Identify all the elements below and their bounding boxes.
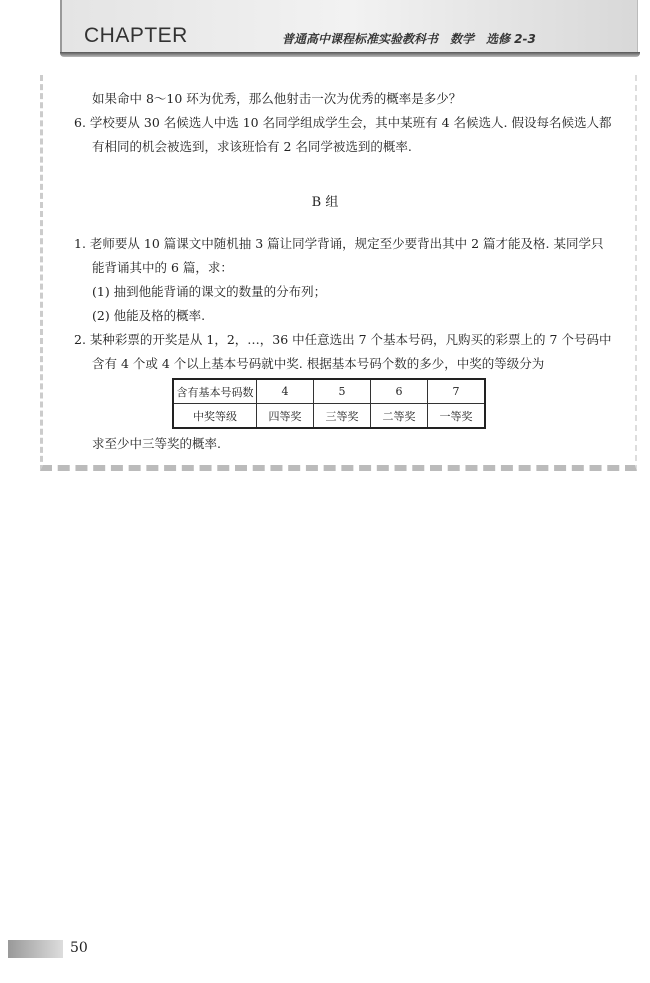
table-cell: 7 [428,379,486,404]
sub-question-2: (2) 他能及格的概率. [92,308,206,323]
section-heading: B 组 [311,195,339,210]
problem-6: 6. 学校要从 30 名候选人中选 10 名同学组成学生会，其中某班有 4 名候选人. 假设每名候选人都 [74,115,612,130]
table-cell: 中奖等级 [173,404,257,429]
chapter-label: CHAPTER [84,24,188,47]
sub-question-1: (1) 抽到他能背诵的课文的数量的分布列； [92,284,327,299]
text-line: 有相同的机会被选到，求该班恰有 2 名同学被选到的概率. [92,139,412,154]
header-shadow [60,52,640,57]
table-cell: 6 [371,379,428,404]
table-cell: 4 [257,379,314,404]
table-cell: 5 [314,379,371,404]
book-title: 普通高中课程标准实验教科书 数学 选修 2-3 [282,32,536,46]
final-question: 求至少中三等奖的概率. [92,436,221,451]
text-line: 如果命中 8～10 环为优秀，那么他射击一次为优秀的概率是多少？ [92,91,462,106]
table-cell: 含有基本号码数 [173,379,257,404]
problem-1: 1. 老师要从 10 篇课文中随机抽 3 篇让同学背诵，规定至少要背出其中 2 篇才能及格. 某同学只 [74,236,604,251]
text-line: 含有 4 个或 4 个以上基本号码就中奖. 根据基本号码个数的多少，中奖的等级分为 [92,356,545,371]
table-cell: 三等奖 [314,404,371,429]
text-line: 能背诵其中的 6 篇，求： [92,260,233,275]
prize-table [172,378,486,429]
problem-2: 2. 某种彩票的开奖是从 1，2，…，36 中任意选出 7 个基本号码，凡购买的彩票上的 7 个号码中 [74,332,612,347]
table-cell: 二等奖 [371,404,428,429]
page-number: 50 [70,940,88,956]
table-cell: 一等奖 [428,404,486,429]
table-row [173,404,485,429]
table-row [173,379,485,404]
table-cell: 四等奖 [257,404,314,429]
page-marker [8,940,63,958]
